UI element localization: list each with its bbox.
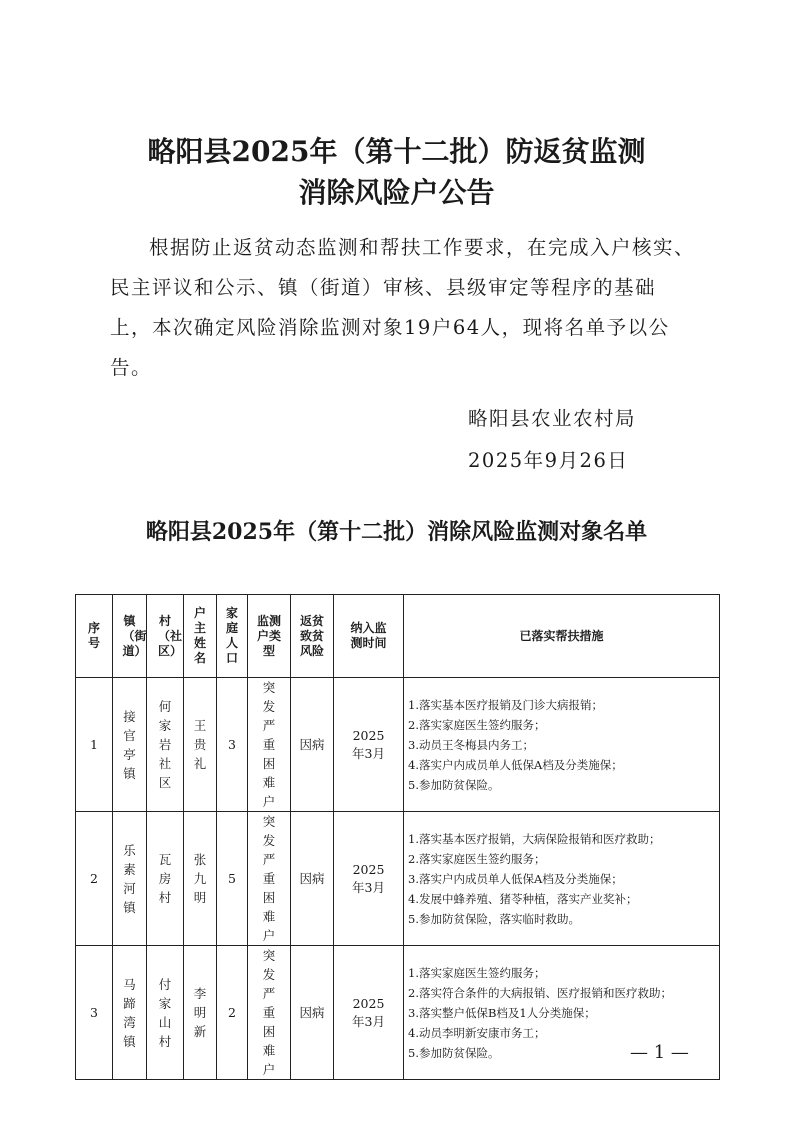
cell-type: 突发严重困难户 — [248, 812, 291, 946]
cell-type: 突发严重困难户 — [248, 678, 291, 812]
cell-town: 马蹄湾镇 — [113, 946, 147, 1080]
monitoring-table — [75, 594, 720, 1080]
header-measures: 已落实帮扶措施 — [404, 595, 720, 678]
page-number: — 1 — — [630, 1042, 689, 1063]
announcement-text: 根据防止返贫动态监测和帮扶工作要求，在完成入户核实、民主评议和公示、镇（街道）审核、县级审定等程序的基础上，本次确定风险消除监测对象19户64人，现将名单予以公告。 — [110, 236, 696, 379]
list-title: 略阳县2025年（第十二批）消除风险监测对象名单 — [145, 519, 648, 545]
cell-seq: 1 — [76, 678, 113, 812]
measure-item: 1.落实基本医疗报销及门诊大病报销； — [408, 697, 603, 712]
header-head: 户主姓名 — [184, 595, 217, 678]
cell-risk: 因病 — [291, 812, 334, 946]
signature-org: 略阳县农业农村局 — [468, 407, 637, 430]
cell-village: 何家岩社区 — [147, 678, 184, 812]
cell-risk: 因病 — [291, 678, 334, 812]
cell-time: 2025年3月 — [334, 946, 404, 1080]
cell-seq: 3 — [76, 946, 113, 1080]
title-line-2: 消除风险户公告 — [298, 176, 495, 209]
cell-measures — [404, 812, 720, 946]
announcement-paragraph — [110, 228, 695, 388]
cell-head: 王贵礼 — [184, 678, 217, 812]
cell-town: 接官亭镇 — [113, 678, 147, 812]
table-row — [76, 812, 720, 946]
measure-item: 2.落实符合条件的大病报销、医疗报销和医疗救助； — [408, 985, 672, 1000]
measure-item: 3.动员王冬梅县内务工； — [408, 737, 534, 752]
header-size: 家庭人口 — [217, 595, 248, 678]
cell-time: 2025年3月 — [334, 812, 404, 946]
measure-item: 4.动员李明新安康市务工； — [408, 1025, 546, 1040]
table-row — [76, 946, 720, 1080]
header-town: 镇（街道） — [113, 595, 147, 678]
measure-item: 1.落实基本医疗报销，大病保险报销和医疗救助； — [408, 831, 661, 846]
cell-size: 2 — [217, 946, 248, 1080]
cell-head: 李明新 — [184, 946, 217, 1080]
cell-town: 乐素河镇 — [113, 812, 147, 946]
cell-type: 突发严重困难户 — [248, 946, 291, 1080]
measure-item: 5.参加防贫保险。 — [408, 777, 500, 792]
table-row — [76, 678, 720, 812]
header-type: 监测户类型 — [248, 595, 291, 678]
cell-size: 3 — [217, 678, 248, 812]
measure-item: 3.落实整户低保B档及1人分类施保； — [408, 1005, 596, 1020]
title-line-1: 略阳县2025年（第十二批）防返贫监测 — [147, 135, 646, 168]
cell-head: 张九明 — [184, 812, 217, 946]
cell-size: 5 — [217, 812, 248, 946]
measure-item: 4.落实户内成员单人低保A档及分类施保； — [408, 757, 623, 772]
header-seq: 序号 — [76, 595, 113, 678]
cell-village: 瓦房村 — [147, 812, 184, 946]
measure-item: 5.参加防贫保险，落实临时救助。 — [408, 911, 580, 926]
cell-village: 付家山村 — [147, 946, 184, 1080]
signature-date: 2025年9月26日 — [468, 449, 629, 472]
measure-item: 3.落实户内成员单人低保A档及分类施保； — [408, 871, 623, 886]
measure-item: 1.落实家庭医生签约服务； — [408, 965, 546, 980]
cell-measures — [404, 678, 720, 812]
measure-item: 5.参加防贫保险。 — [408, 1045, 500, 1060]
cell-time: 2025年3月 — [334, 678, 404, 812]
header-time: 纳入监测时间 — [334, 595, 404, 678]
cell-seq: 2 — [76, 812, 113, 946]
measure-item: 2.落实家庭医生签约服务； — [408, 851, 546, 866]
cell-risk: 因病 — [291, 946, 334, 1080]
table-header-row — [76, 595, 720, 678]
measure-item: 4.发展中蜂养殖、猪苓种植，落实产业奖补； — [408, 891, 638, 906]
measure-item: 2.落实家庭医生签约服务； — [408, 717, 546, 732]
header-risk: 返贫致贫风险 — [291, 595, 334, 678]
header-village: 村（社区） — [147, 595, 184, 678]
